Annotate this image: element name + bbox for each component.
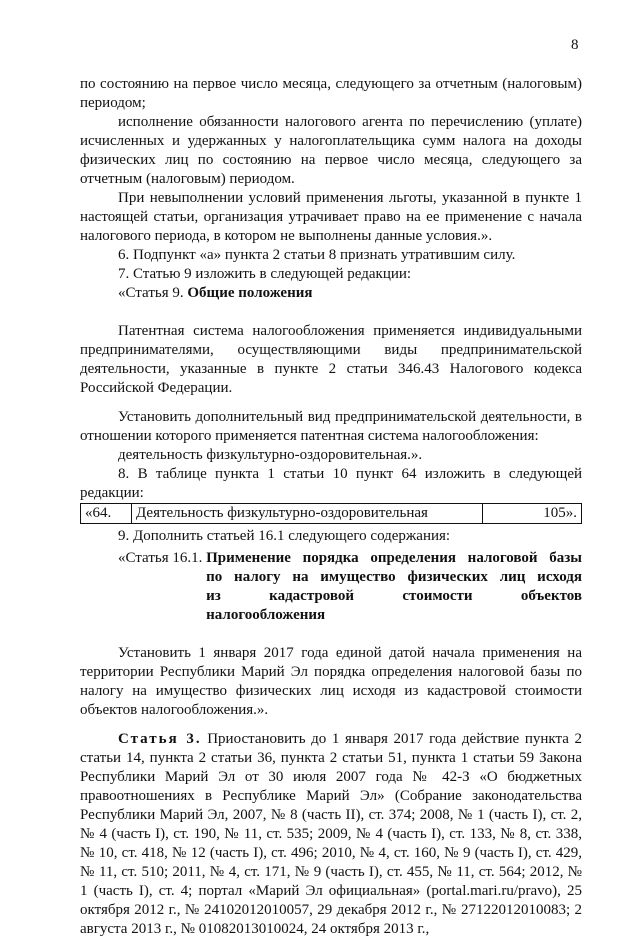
document-body [80,75,582,939]
amendment-item-7: 7. Статью 9 изложить в следующей редакции: [118,266,412,282]
amendment-table [80,503,582,524]
paragraph: Патентная система налогообложения применяется индивидуальными предпринимателями, осуществляющими виды предпринимательской деятельности, указанные в пункте 2 статьи 346.43 Налогового кодекса Российской Федерации. [80,323,582,396]
article-9-label: «Статья 9. [118,285,188,301]
paragraph: Установить 1 января 2017 года единой датой начала применения на территории Республики Марий Эл порядка определения налоговой базы по налогу на имущество физических лиц исходя из кадастровой стоимости объектов налогообложения.». [80,645,582,718]
paragraph: по состоянию на первое число месяца, следующего за отчетным (налоговым) периодом; [80,76,582,111]
article-16-1-title-line: из кадастровой стоимости объектов [206,588,582,604]
article-3-text: Приостановить до 1 января 2017 года действие пункта 2 статьи 14, пункта 2 статьи 36, пункта 2 статьи 51, пункта 1 статьи 59 Закона Республики Марий Эл от 30 июля 2007 года № 42-З «О бюджетных правоотношениях в Республике Марий Эл» (Собрание законодательства Республики Марий Эл, 2007, № 8 (часть II), ст. 374; 2008, № 1 (часть I), ст. 2, № 4 (часть I), ст. 190, № 11, ст. 535; 2009, № 4 (часть I), ст. 133, № 8, ст. 338, № 10, ст. 418, № 12 (часть I), ст. 496; 2010, № 4, ст. 160, № 9 (часть I), ст. 429, № 11, ст. 510; 2011, № 4, ст. 171, № 9 (часть I), ст. 455, № 11, ст. 564; 2012, № 1 (часть I), ст. 4; портал «Марий Эл официальная» (portal.mari.ru/pravo), 25 октября 2012 г., № 24102012010057, 29 декабря 2012 г., № 27122012010083; 2 августа 2013 г., № 01082013010024, 24 октября 2013 г., [80,731,583,937]
table-cell-value: 105». [483,504,582,524]
page-number: 8 [571,37,579,53]
article-9-heading [80,284,582,303]
article-3-label: Статья 3. [118,731,202,747]
paragraph: исполнение обязанности налогового агента по перечислению (уплате) исчисленных и удержанных у налогоплательщика сумм налога на доходы физических лиц по состоянию на первое число месяца, следующего за отчетным (налоговым) периодом. [80,114,582,187]
paragraph: деятельность физкультурно-оздоровительная.». [118,447,423,463]
article-16-1-title-line: налогообложения [206,607,326,623]
amendment-item-9: 9. Дополнить статьей 16.1 следующего содержания: [118,528,451,544]
amendment-item-6: 6. Подпункт «а» пункта 2 статьи 8 признать утратившим силу. [118,247,516,263]
article-16-1-title-line: Применение порядка определения налоговой базы [206,550,582,566]
article-16-1-title [206,549,582,625]
amendment-item-8: 8. В таблице пункта 1 статьи 10 пункт 64 изложить в следующей редакции: [80,466,582,501]
article-3 [80,730,582,939]
article-16-1-title-line: по налогу на имущество физических лиц исходя [206,569,582,585]
paragraph: Установить дополнительный вид предпринимательской деятельности, в отношении которого применяется патентная система налогообложения: [80,409,582,444]
article-16-1-heading [80,549,582,625]
paragraph: При невыполнении условий применения льготы, указанной в пункте 1 настоящей статьи, организация утрачивает право на ее применение с начала налогового периода, в котором не выполнены данные условия.». [80,190,582,244]
article-16-1-label: «Статья 16.1. [118,550,207,566]
table-cell-activity: Деятельность физкультурно-оздоровительная [132,504,483,524]
table-cell-number: «64. [81,504,132,524]
table-row [81,504,582,524]
article-9-title: Общие положения [187,285,313,301]
